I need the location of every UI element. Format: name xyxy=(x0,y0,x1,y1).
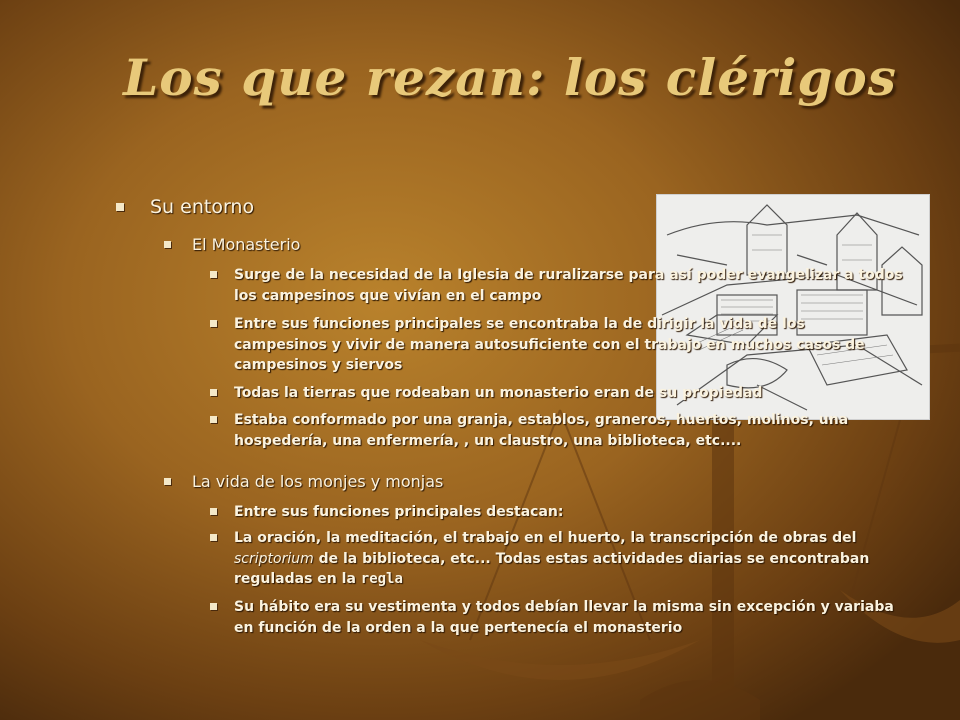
bullet-icon xyxy=(116,203,124,211)
list-item xyxy=(210,265,925,306)
list-item xyxy=(210,410,925,451)
regla-term: regla xyxy=(360,571,403,587)
slide-title: Los que rezan: los clérigos xyxy=(123,48,897,107)
list-item xyxy=(210,502,925,523)
heading-text: Su entorno xyxy=(150,196,255,218)
section-label: El Monasterio xyxy=(192,235,301,254)
list-item-text: Todas la tierras que rodeaban un monasterio eran de su propiedad xyxy=(234,385,763,401)
bullet-icon xyxy=(210,508,217,515)
list-item xyxy=(210,314,900,376)
text-part: La oración, la meditación, el trabajo en el huerto, la transcripción de obras del xyxy=(234,530,857,546)
list-item xyxy=(210,383,925,404)
bullet-icon xyxy=(210,271,217,278)
bullet-icon xyxy=(210,534,217,541)
text-part: de la biblioteca, etc... Todas estas actividades diarias se encontraban reguladas en la xyxy=(234,550,870,587)
list-item xyxy=(210,528,900,590)
bullet-icon xyxy=(164,241,171,248)
list-item-text: Estaba conformado por una granja, establos, graneros, huertos, molinos, una hospedería, una enfermería, , un claustro, una biblioteca, etc.... xyxy=(234,412,849,449)
list-item xyxy=(210,597,900,638)
scriptorium-term: scriptorium xyxy=(234,550,314,567)
bullet-icon xyxy=(164,478,171,485)
section-vida-monjes xyxy=(164,471,724,493)
section-label: La vida de los monjes y monjas xyxy=(192,472,444,491)
list-item-text: Entre sus funciones principales se encontraba la de dirigir la vida de los campesinos y vivir de manera autosuficiente con el trabajo en muchos casos de campesinos y siervos xyxy=(234,316,865,373)
bullet-icon xyxy=(210,389,217,396)
list-item-text: Surge de la necesidad de la Iglesia de ruralizarse para así poder evangelizar a todos los campesinos que vivían en el campo xyxy=(234,267,903,304)
section-monasterio xyxy=(164,234,724,256)
list-item-text: Su hábito era su vestimenta y todos debían llevar la misma sin excepción y variaba en función de la orden a la que pertenecía el monasterio xyxy=(234,599,894,636)
list-item-text xyxy=(234,528,900,590)
list-item-text: Entre sus funciones principales destacan: xyxy=(234,504,564,520)
bullet-icon xyxy=(210,603,217,610)
bullet-icon xyxy=(210,416,217,423)
bullet-icon xyxy=(210,320,217,327)
